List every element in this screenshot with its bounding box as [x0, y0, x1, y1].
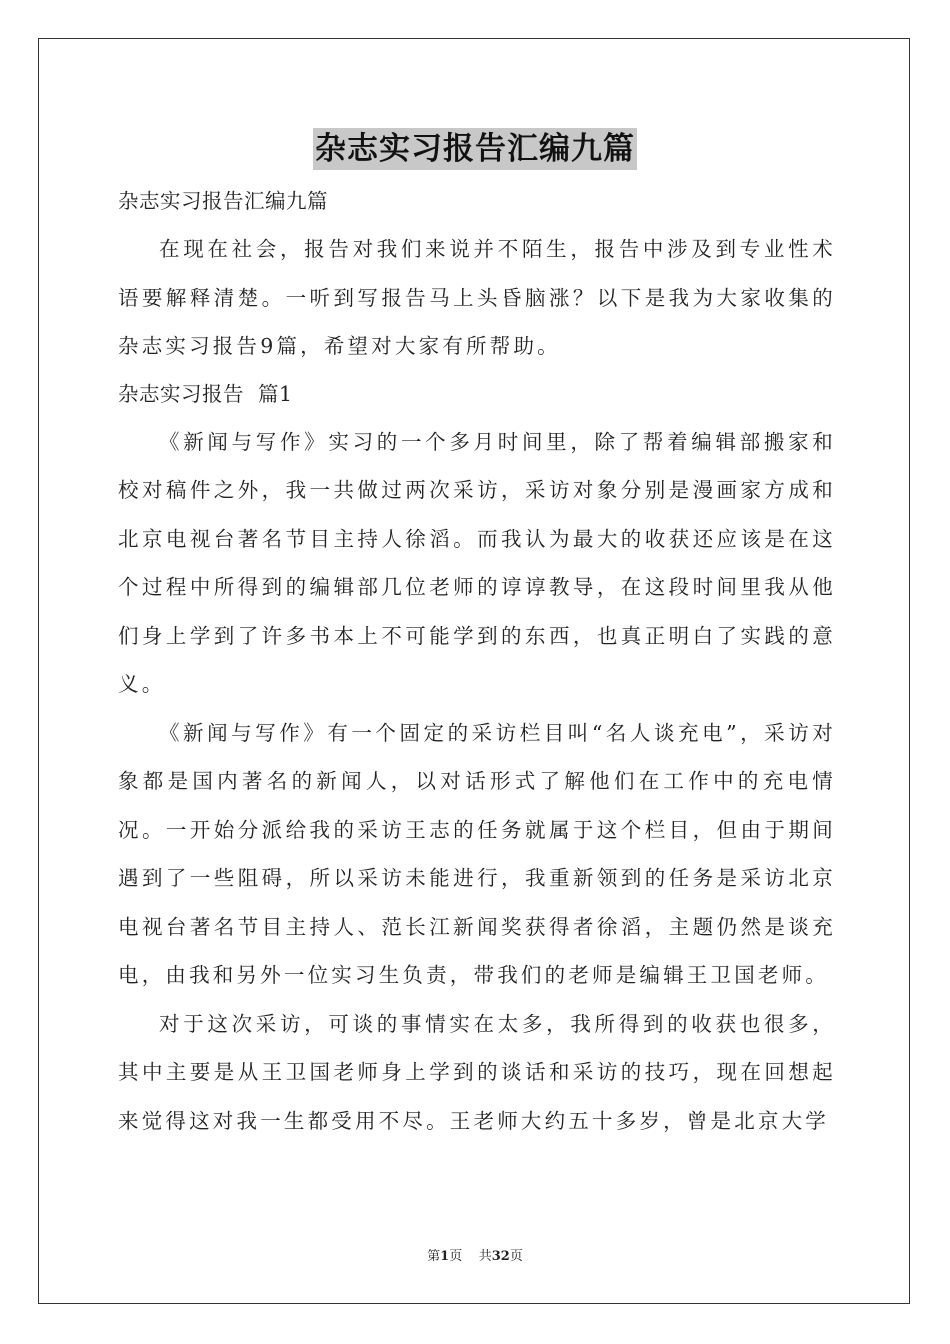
intro-paragraph: 在现在社会，报告对我们来说并不陌生，报告中涉及到专业性术语要解释清楚。一听到写报告马上头昏脑涨？以下是我为大家收集的杂志实习报告9篇，希望对大家有所帮助。	[118, 237, 836, 358]
footer-total-prefix: 共	[478, 1249, 492, 1264]
footer-total-pages: 32	[491, 1249, 510, 1264]
footer-total-suffix: 页	[509, 1249, 523, 1264]
document-title: 杂志实习报告汇编九篇	[313, 128, 637, 170]
footer-page-number: 1	[440, 1249, 450, 1264]
page-footer	[0, 1248, 950, 1266]
footer-page-suffix: 页	[449, 1249, 463, 1264]
body-paragraph-3: 对于这次采访，可谈的事情实在太多，我所得到的收获也很多，其中主要是从王卫国老师身上学到的谈话和采访的技巧，现在回想起来觉得这对我一生都受用不尽。王老师大约五十多岁，曾是北京大学	[118, 1011, 836, 1133]
section-heading: 杂志实习报告 篇1	[118, 381, 293, 406]
title-container	[0, 128, 950, 170]
document-subtitle: 杂志实习报告汇编九篇	[118, 189, 328, 213]
body-paragraph-1: 《新闻与写作》实习的一个多月时间里，除了帮着编辑部搬家和校对稿件之外，我一共做过两次采访，采访对象分别是漫画家方成和北京电视台著名节目主持人徐滔。而我认为最大的收获还应该是在这个过程中所得到的编辑部几位老师的谆谆教导，在这段时间里我从他们身上学到了许多书本上不可能学到的东西，也真正明白了实践的意义。	[118, 429, 836, 696]
footer-prefix: 第	[427, 1249, 441, 1264]
body-paragraph-2: 《新闻与写作》有一个固定的采访栏目叫“名人谈充电”，采访对象都是国内著名的新闻人，以对话形式了解他们在工作中的充电情况。一开始分派给我的采访王志的任务就属于这个栏目，但由于期间遇到了一些阻碍，所以采访未能进行，我重新领到的任务是采访北京电视台著名节目主持人、范长江新闻奖获得者徐滔，主题仍然是谈充电，由我和另外一位实习生负责，带我们的老师是编辑王卫国老师。	[118, 720, 836, 987]
document-body	[118, 178, 836, 1145]
